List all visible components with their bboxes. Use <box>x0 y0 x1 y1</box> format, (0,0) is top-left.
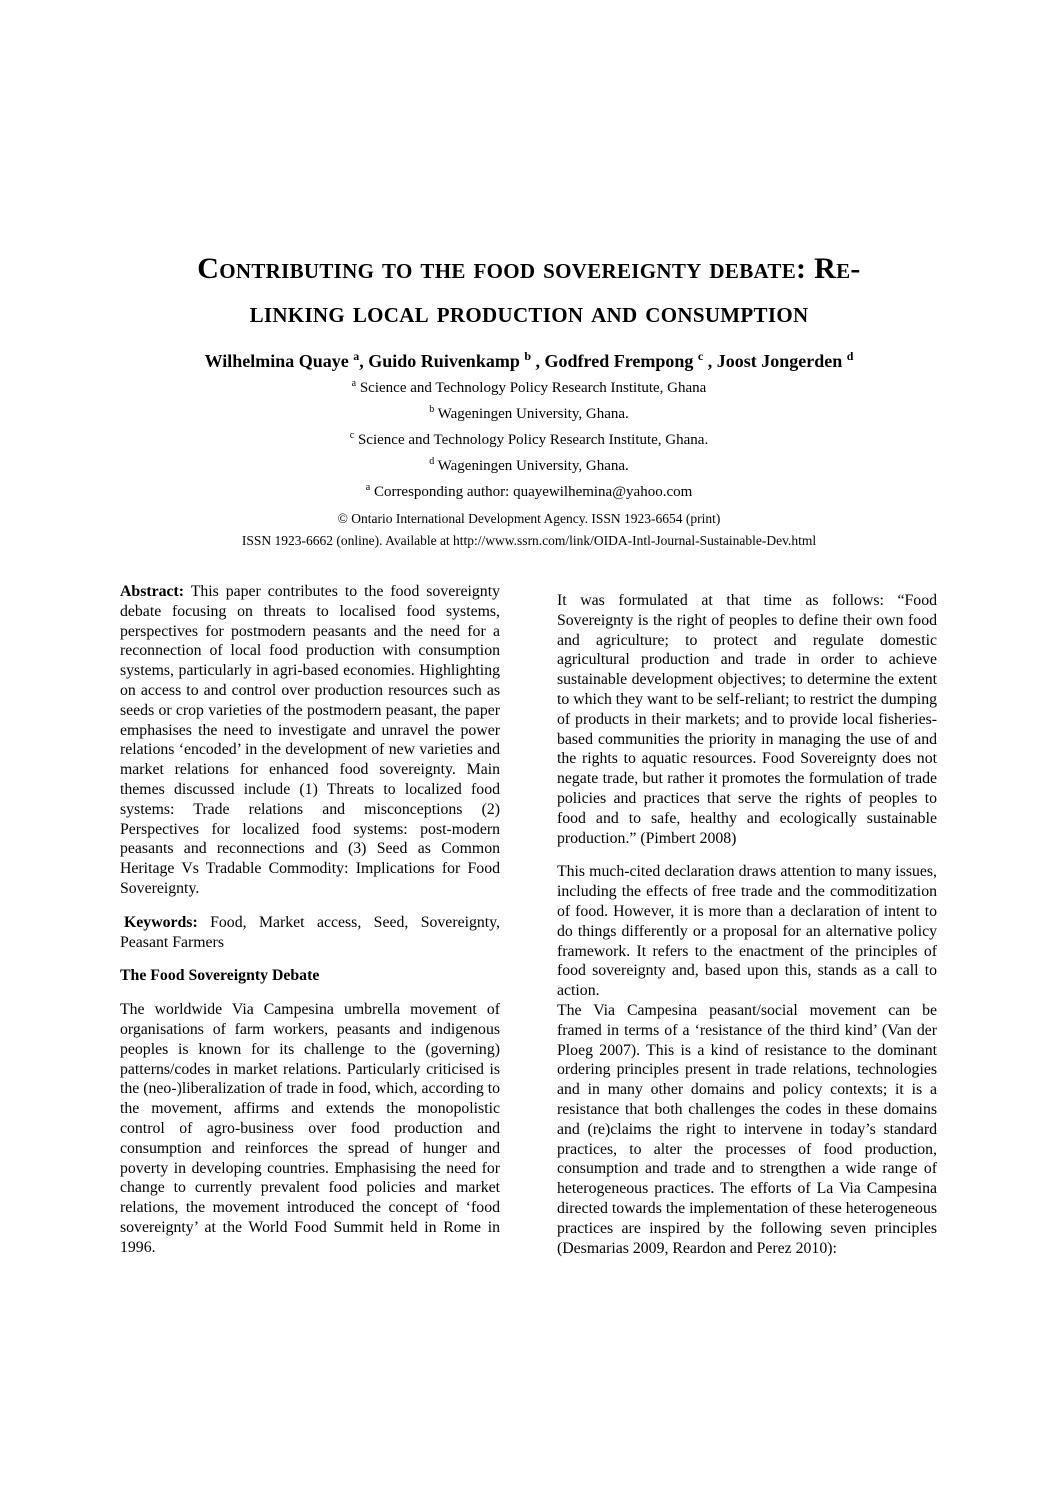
affiliation-text: Science and Technology Policy Research Institute, Ghana <box>356 380 707 396</box>
abstract-label: Abstract: <box>120 583 185 600</box>
right-column <box>557 582 937 1258</box>
paper-title <box>0 247 1058 335</box>
publisher-issn-print-line: © Ontario International Development Agency. ISSN 1923-6654 (print) <box>337 511 721 526</box>
author-name: Godfred Frempong <box>544 351 698 371</box>
author-separator: , <box>531 351 545 371</box>
two-column-body <box>120 582 938 1258</box>
paper-title-line-2: linking local production and consumption <box>249 296 809 329</box>
body-paragraph: It was formulated at that time as follows: “Food Sovereignty is the right of peoples to define their own food and agriculture; to protect and regulate domestic agricultural production and trade in order to achieve sustainable development objectives; to determine the extent to which they want to be self-reliant; to restrict the dumping of products in their markets; and to provide local fisheries-based communities the priority in managing the use of and the rights to aquatic resources. Food Sovereignty does not negate trade, but rather it promotes the formulation of trade policies and practices that serve the rights of peoples to food and to safe, healthy and ecologically sustainable production.” (Pimbert 2008) <box>557 592 937 847</box>
affiliation-mark: a <box>351 378 357 389</box>
author-affiliation-mark: a <box>353 349 360 363</box>
keywords-label: Keywords: <box>124 913 198 931</box>
publisher-issn-online-line: ISSN 1923-6662 (online). Available at http://www.ssrn.com/link/OIDA-Intl-Journal-Sustainable-Dev.html <box>241 533 817 548</box>
section-heading: The Food Sovereignty Debate <box>120 967 320 985</box>
affiliation-text: Science and Technology Policy Research Institute, Ghana. <box>354 432 709 448</box>
abstract-text: This paper contributes to the food sovereignty debate focusing on threats to localised food systems, perspectives for postmodern peasants and the need for a reconnection of local food production with consumption systems, particularly in agri-based economies. Highlighting on access to and control over production resources such as seeds or crop varieties of the postmodern peasant, the paper emphasises the need to investigate and unravel the power relations ‘encoded’ in the development of new varieties and market relations for enhanced food sovereignty. Main themes discussed include (1) Threats to localized food systems: Trade relations and misconceptions (2) Perspectives for localized food systems: post-modern peasants and reconnections and (3) Seed as Common Heritage Vs Tradable Commodity: Implications for Food Sovereignty. <box>120 583 500 897</box>
affiliations-block <box>0 373 1058 503</box>
affiliation-line <box>0 399 1058 425</box>
corresponding-author-text: Corresponding author: quayewilhemina@yahoo.com <box>370 484 693 500</box>
left-column <box>120 582 500 1258</box>
affiliation-mark: d <box>429 456 435 467</box>
body-paragraph: The Via Campesina peasant/social movement can be framed in terms of a ‘resistance of the third kind’ (Van der Ploeg 2007). This is a kind of resistance to the dominant ordering principles present in trade relations, technologies and in many other domains and policy contexts; it is a resistance that both challenges the codes in these domains and (re)claims the right to intervene in today’s standard practices, to alter the processes of food production, consumption and trade and to strengthen a wide range of heterogeneous practices. The efforts of La Via Campesina directed towards the implementation of these heterogeneous practices are inspired by the following seven principles (Desmarias 2009, Reardon and Perez 2010): <box>557 1001 937 1257</box>
paper-title-line-1: Contributing to the food sovereignty debate: Re- <box>197 252 861 285</box>
affiliation-mark: c <box>349 430 355 441</box>
affiliation-mark: b <box>429 404 435 415</box>
body-paragraph: This much-cited declaration draws attention to many issues, including the effects of free trade and the commoditization of food. However, it is more than a declaration of intent to do things differently or a proposal for an alternative policy framework. It refers to the enactment of the principles of food sovereignty and, based upon this, stands as a call to action. <box>557 863 937 1000</box>
affiliation-text: Wageningen University, Ghana. <box>434 406 629 422</box>
keywords-text: Food, Market access, Seed, Sovereignty, Peasant Farmers <box>120 913 500 951</box>
affiliation-line <box>0 425 1058 451</box>
affiliation-line <box>0 451 1058 477</box>
author-separator: , <box>703 351 717 371</box>
corresponding-author-line <box>0 477 1058 503</box>
author-affiliation-mark: b <box>524 349 532 363</box>
affiliation-line <box>0 373 1058 399</box>
abstract-paragraph <box>120 582 500 899</box>
author-affiliation-mark: c <box>697 349 704 363</box>
author-affiliation-mark: d <box>846 349 854 363</box>
author-name: Wilhelmina Quaye <box>204 351 354 371</box>
keywords-paragraph <box>120 913 500 953</box>
affiliation-mark: a <box>365 482 371 493</box>
body-paragraph: The worldwide Via Campesina umbrella movement of organisations of farm workers, peasants and indigenous peoples is known for its challenge to the (governing) patterns/codes in market relations. Particularly criticised is the (neo-)liberalization of trade in food, which, according to the movement, affirms and extends the monopolistic control of agro-business over food production and consumption and reinforces the spread of hunger and poverty in developing countries. Emphasising the need for change to currently prevalent food policies and market relations, the movement introduced the concept of ‘food sovereignty’ at the World Food Summit held in Rome in 1996. <box>120 1001 500 1256</box>
authors-line <box>0 344 1058 373</box>
author-separator: , <box>359 351 369 371</box>
author-name: Guido Ruivenkamp <box>368 351 525 371</box>
publisher-block <box>0 508 1058 552</box>
affiliation-text: Wageningen University, Ghana. <box>434 458 629 474</box>
paper-header <box>0 0 1058 552</box>
author-name: Joost Jongerden <box>716 351 847 371</box>
